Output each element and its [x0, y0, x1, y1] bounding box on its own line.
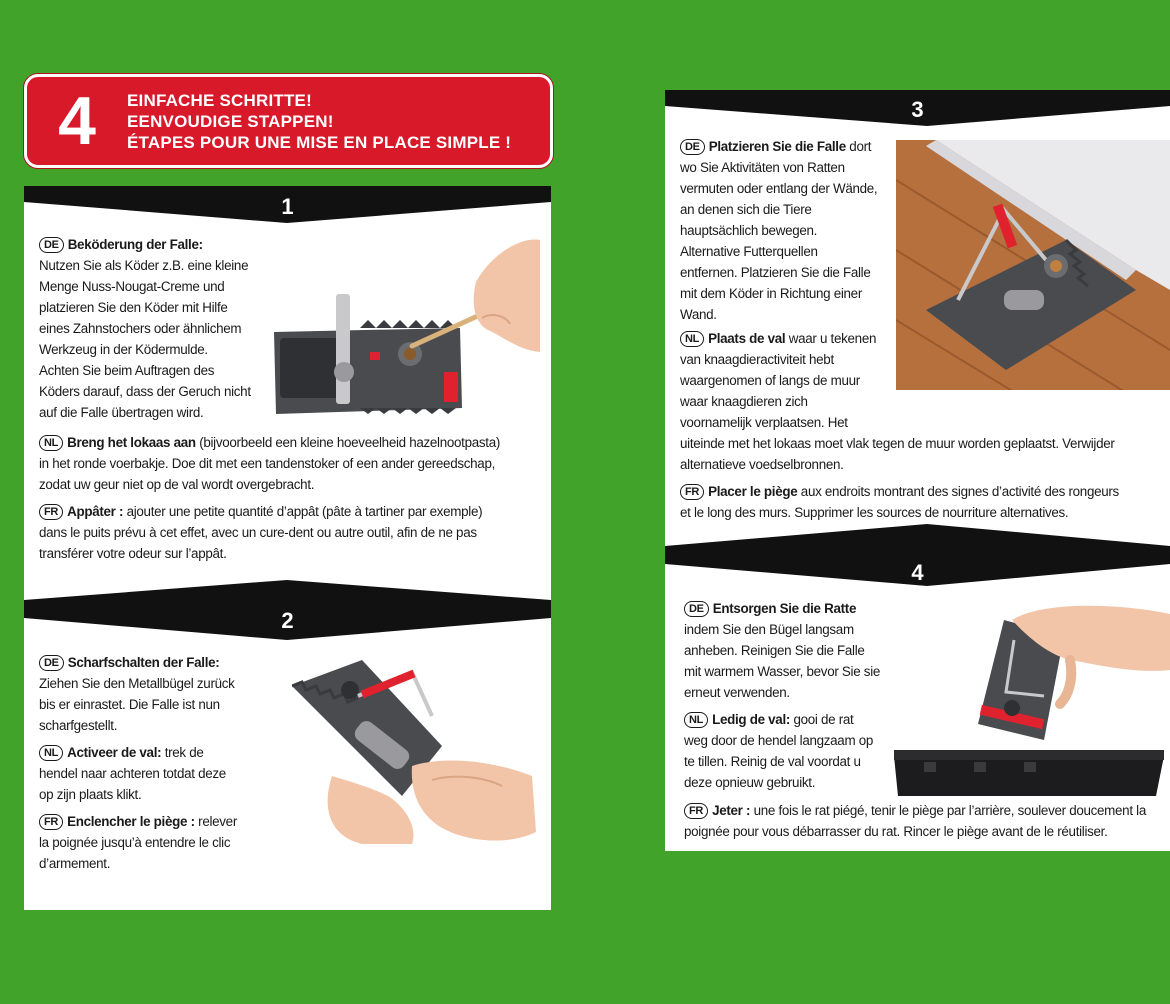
banner-line-fr: ÉTAPES POUR UNE MISE EN PLACE SIMPLE ! [127, 132, 512, 152]
text-line: indem Sie den Bügel langsam [684, 622, 854, 637]
banner-lines [127, 90, 511, 153]
text-line: Alternative Futterquellen [680, 244, 818, 259]
text-line: waargenomen of langs de muur [680, 373, 860, 388]
step-4-trap-image [894, 600, 1170, 796]
step-3-nl [680, 328, 1166, 475]
step-4-nl-title: Ledig de val: [712, 712, 791, 727]
lang-badge-fr: FR [684, 803, 708, 819]
text-line: van knaagdieractiviteit hebt [680, 352, 834, 367]
text-line: waar knaagdieren zich [680, 394, 808, 409]
text-line: entfernen. Platzieren Sie die Falle [680, 265, 871, 280]
step-1-fr [39, 501, 544, 564]
step-4-header [665, 524, 1170, 588]
text-line: poignée pour vous débarrasser du rat. Rincer le piège avant de le réutiliser. [684, 824, 1108, 839]
text-line: uiteinde met het lokaas moet vlak tegen de muur worden geplaatst. Verwijder [680, 436, 1115, 451]
text-line: deze opnieuw gebruikt. [684, 775, 816, 790]
text-inline: waar u tekenen [785, 331, 877, 346]
text-line: bis er einrastet. Die Falle ist nun [39, 697, 220, 712]
step-2-nl-title: Activeer de val: [67, 745, 162, 760]
text-line: eines Zahnstochers oder ähnlichem [39, 321, 242, 336]
text-line: la poignée jusqu’à entendre le clic [39, 835, 231, 850]
text-line: Ziehen Sie den Metallbügel zurück [39, 676, 235, 691]
step-3-header [665, 90, 1170, 130]
step-1-fr-title: Appâter : [67, 504, 124, 519]
step-2-trap-image [292, 656, 538, 846]
step-3-de [680, 136, 892, 325]
text-line: Menge Nuss-Nougat-Creme und [39, 279, 225, 294]
banner-line-de: EINFACHE SCHRITTE! [127, 90, 312, 110]
text-line: auf die Falle übertragen wird. [39, 405, 204, 420]
lang-badge-nl: NL [680, 331, 704, 347]
step-4-nl [684, 709, 894, 793]
banner-number: 4 [58, 83, 96, 159]
step-1-de [39, 234, 279, 423]
text-line: Köders darauf, dass der Geruch nicht [39, 384, 251, 399]
step-3-number: 3 [911, 97, 924, 122]
lang-badge-fr: FR [39, 814, 63, 830]
text-line: zodat uw geur niet op de val wordt overgebracht. [39, 477, 315, 492]
text-line: platzieren Sie den Köder mit Hilfe [39, 300, 228, 315]
step-1-nl-fr [39, 432, 544, 570]
step-1-header [24, 186, 551, 228]
text-line: et le long des murs. Supprimer les sources de nourriture alternatives. [680, 505, 1069, 520]
step-2-fr-title: Enclencher le piège : [67, 814, 195, 829]
step-4-fr [684, 800, 1168, 842]
step-2-de [39, 652, 289, 736]
text-inline: ajouter une petite quantité d’appât (pâte à tartiner par exemple) [123, 504, 483, 519]
lang-badge-de: DE [680, 139, 705, 155]
text-line: weg door de hendel langzaam op [684, 733, 874, 748]
text-inline: dort [845, 139, 872, 154]
step-2-fr [39, 811, 289, 874]
lang-badge-nl: NL [684, 712, 708, 728]
step-1-nl [39, 432, 544, 495]
text-inline: relever [194, 814, 237, 829]
text-line: hendel naar achteren totdat deze [39, 766, 226, 781]
text-line: Werkzeug in der Ködermulde. [39, 342, 208, 357]
lang-badge-fr: FR [39, 504, 63, 520]
text-line: mit dem Köder in Richtung einer [680, 286, 862, 301]
step-4-text [684, 598, 894, 799]
step-3-nl-fr [680, 328, 1166, 529]
step-3-de-title: Platzieren Sie die Falle [708, 139, 846, 154]
step-4-de-title: Entsorgen Sie die Ratte [712, 601, 857, 616]
text-inline: gooi de rat [790, 712, 854, 727]
text-line: op zijn plaats klikt. [39, 787, 142, 802]
text-inline: trek de [161, 745, 204, 760]
step-3-fr-title: Placer le piège [708, 484, 798, 499]
step-2-de-title: Scharfschalten der Falle: [67, 655, 220, 670]
text-line: vermuten oder entlang der Wände, [680, 181, 878, 196]
text-line: Wand. [680, 307, 717, 322]
text-line: te tillen. Reinig de val voordat u [684, 754, 861, 769]
lang-badge-de: DE [39, 237, 64, 253]
step-4-number: 4 [911, 560, 924, 585]
text-line: Nutzen Sie als Köder z.B. eine kleine [39, 258, 249, 273]
lang-badge-de: DE [684, 601, 709, 617]
text-line: erneut verwenden. [684, 685, 790, 700]
text-line: wo Sie Aktivitäten von Ratten [680, 160, 845, 175]
text-line: voornamelijk verplaatsen. Het [680, 415, 848, 430]
text-line: transférer votre odeur sur l’appât. [39, 546, 227, 561]
step-1-de-title: Beköderung der Falle: [67, 237, 203, 252]
text-line: an denen sich die Tiere [680, 202, 812, 217]
text-line: dans le puits prévu à cet effet, avec un cure-dent ou autre outil, afin de ne pas [39, 525, 477, 540]
text-line: anheben. Reinigen Sie die Falle [684, 643, 865, 658]
lang-badge-nl: NL [39, 745, 63, 761]
lang-badge-de: DE [39, 655, 64, 671]
title-banner [24, 74, 553, 168]
step-2-header [24, 580, 551, 644]
banner-line-nl: EENVOUDIGE STAPPEN! [127, 111, 334, 131]
lang-badge-fr: FR [680, 484, 704, 500]
step-3-fr [680, 481, 1166, 523]
step-1-trap-image [270, 232, 540, 416]
step-2-number: 2 [281, 608, 294, 633]
text-line: mit warmem Wasser, bevor Sie sie [684, 664, 881, 679]
step-3-nl-title: Plaats de val [708, 331, 786, 346]
step-4-fr-title: Jeter : [712, 803, 751, 818]
step-2-nl [39, 742, 289, 805]
step-4-de [684, 598, 894, 703]
text-line: alternatieve voedselbronnen. [680, 457, 844, 472]
text-inline: une fois le rat piégé, tenir le piège par l’arrière, soulever doucement la [750, 803, 1146, 818]
lang-badge-nl: NL [39, 435, 63, 451]
text-line: d’armement. [39, 856, 111, 871]
text-line: in het ronde voerbakje. Doe dit met een tandenstoker of een ander gereedschap, [39, 456, 496, 471]
text-line: scharfgestellt. [39, 718, 118, 733]
step-1-number: 1 [281, 194, 294, 219]
step-1-nl-title: Breng het lokaas aan [67, 435, 196, 450]
text-inline: aux endroits montrant des signes d’activité des rongeurs [797, 484, 1119, 499]
step-2-text [39, 652, 289, 880]
text-inline: (bijvoorbeeld een kleine hoeveelheid hazelnootpasta) [195, 435, 500, 450]
text-line: hauptsächlich bewegen. [680, 223, 818, 238]
text-line: Achten Sie beim Auftragen des [39, 363, 215, 378]
